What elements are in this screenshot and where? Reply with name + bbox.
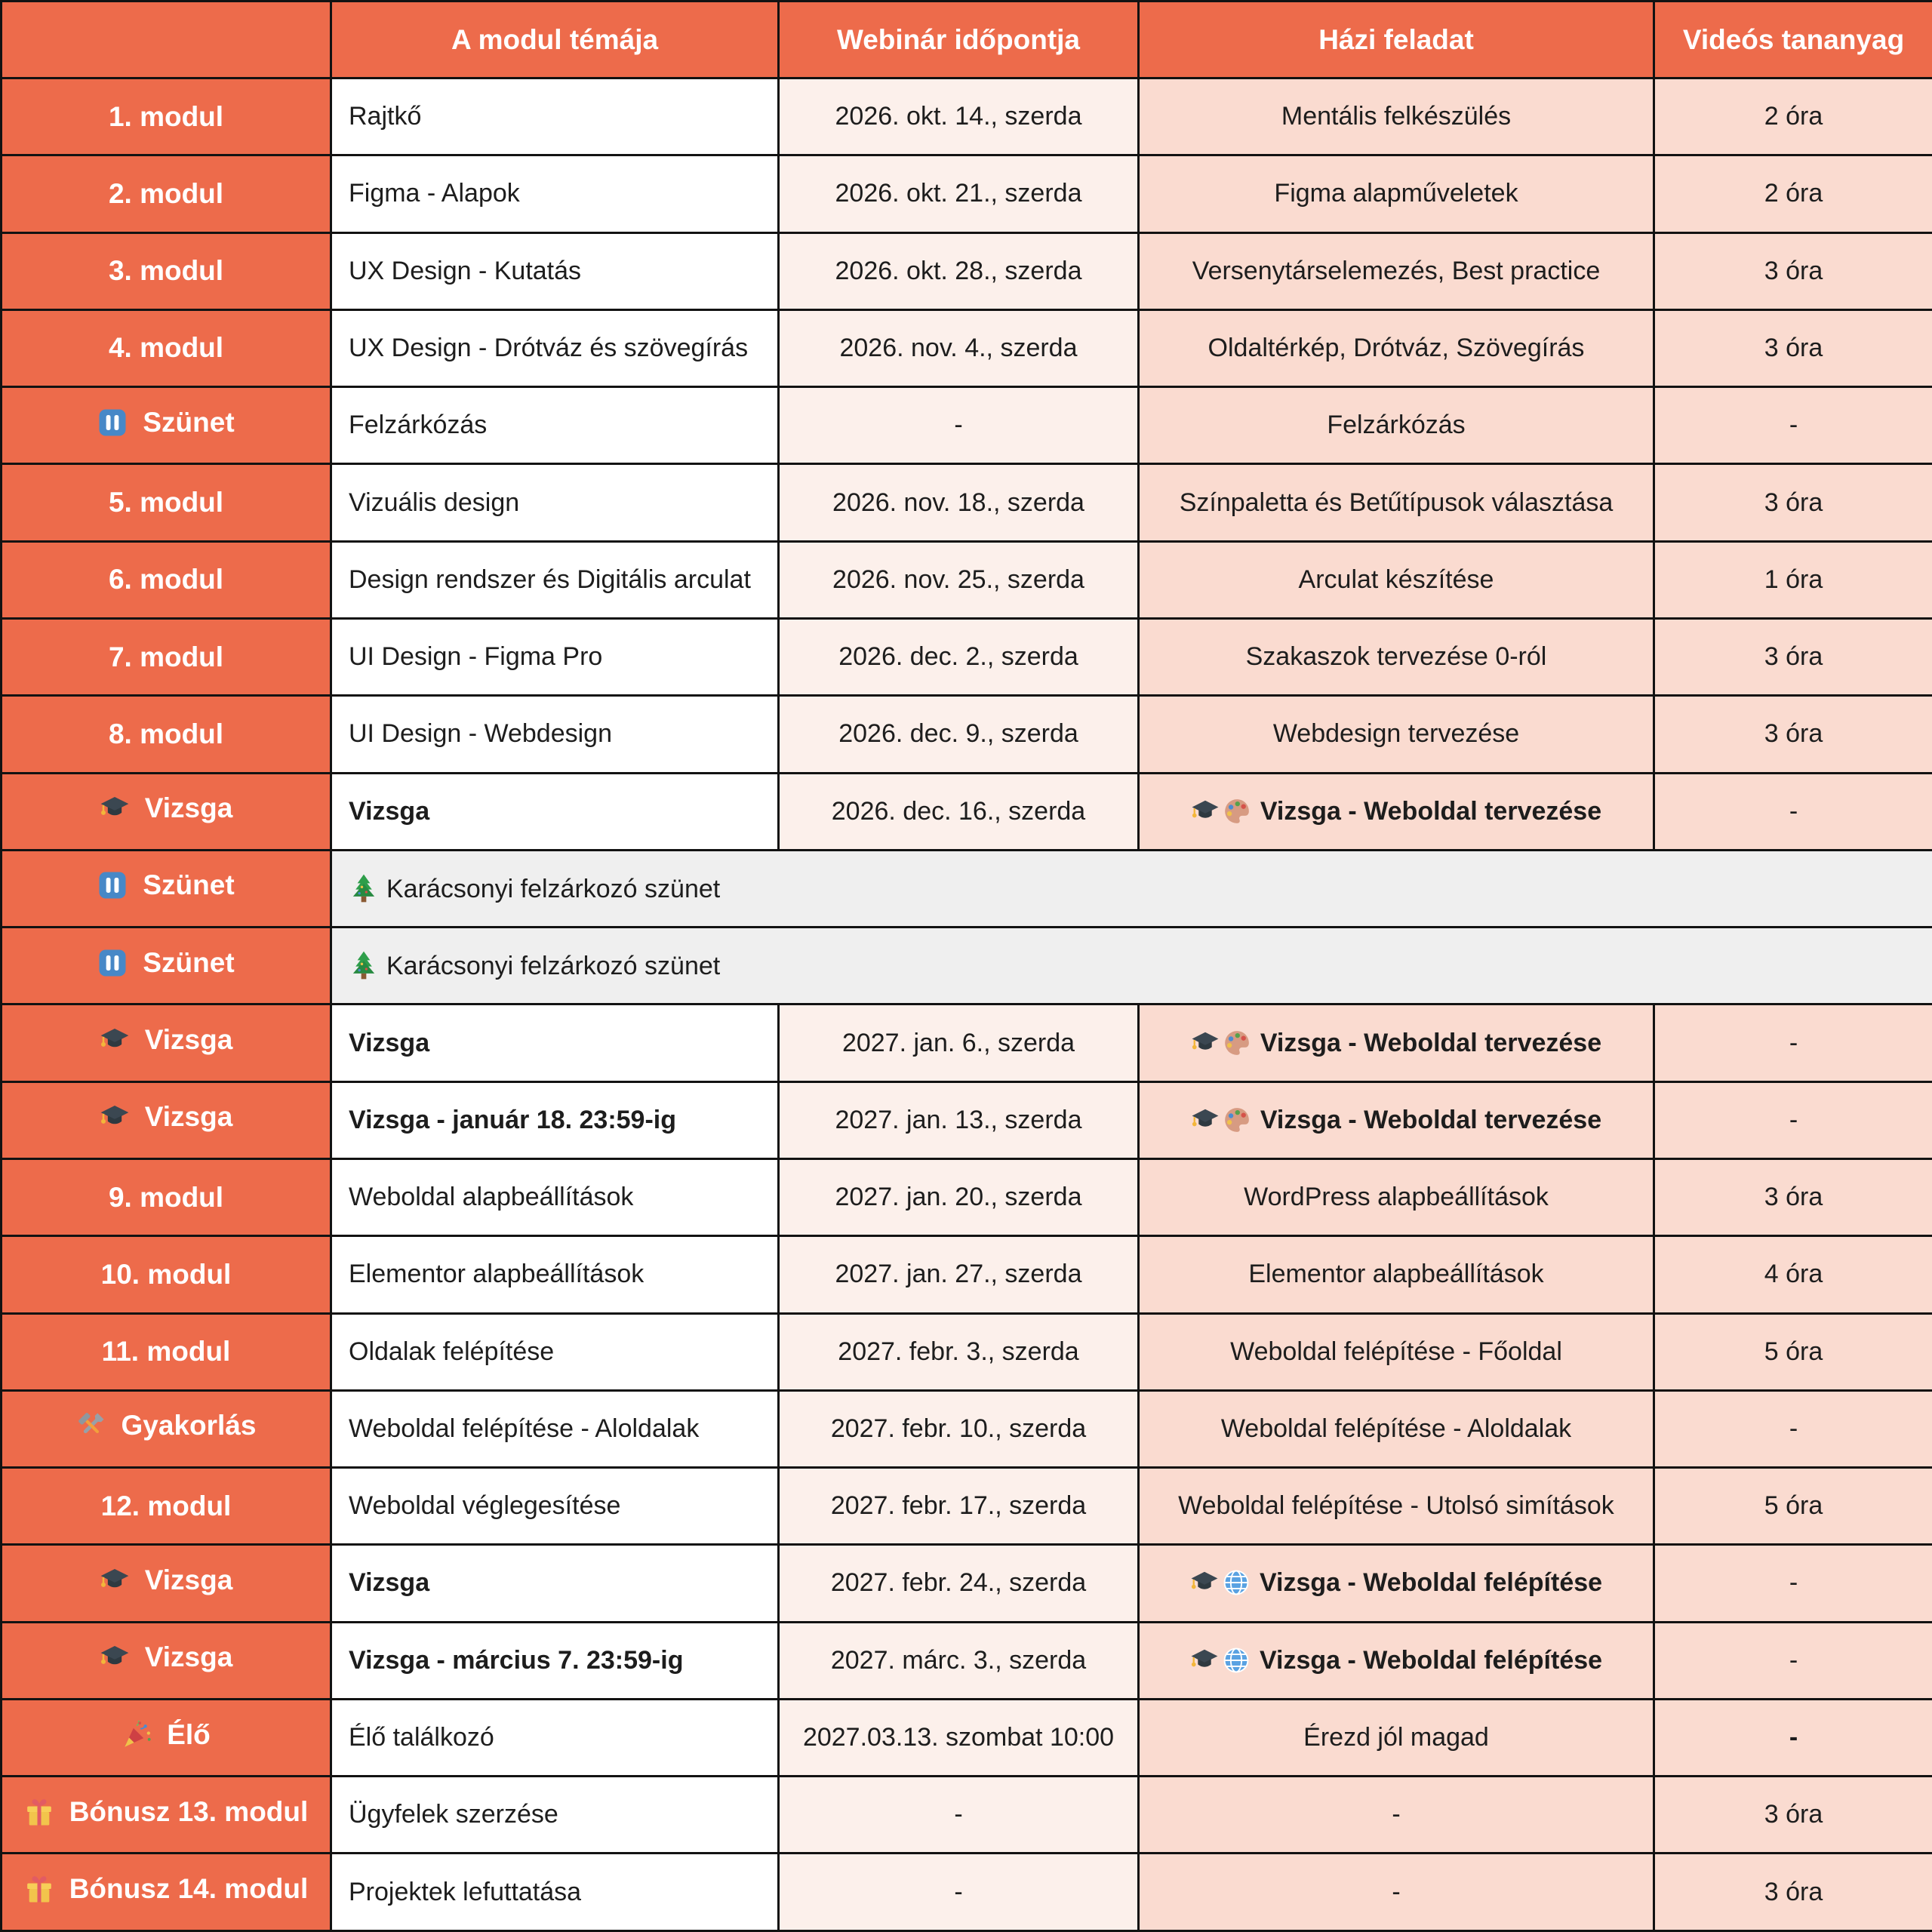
row-label: [2, 1622, 331, 1699]
date-cell: 2026. dec. 16., szerda: [779, 773, 1139, 850]
pause-icon: [97, 870, 128, 900]
row-label: [2, 464, 331, 541]
row-label-text: 10. modul: [100, 1258, 232, 1290]
topic-cell: Ügyfelek szerzése: [331, 1777, 779, 1854]
homework-cell: Webdesign tervezése: [1139, 696, 1654, 773]
topic-cell: Vizsga: [331, 773, 779, 850]
row-label-text: Vizsga: [144, 792, 233, 824]
date-cell: 2026. okt. 21., szerda: [779, 155, 1139, 232]
row-label: [2, 1236, 331, 1313]
date-cell: 2026. dec. 9., szerda: [779, 696, 1139, 773]
row-label: [2, 309, 331, 386]
graduation-cap-icon: [100, 1565, 130, 1595]
pause-icon: [97, 948, 128, 978]
table-row-break: [2, 928, 1932, 1004]
row-label: [2, 78, 331, 155]
homework-cell: -: [1139, 1854, 1654, 1931]
topic-cell: Vizsga: [331, 1545, 779, 1622]
date-cell: 2027. febr. 10., szerda: [779, 1390, 1139, 1467]
video-cell: 5 óra: [1654, 1468, 1932, 1545]
homework-cell: -: [1139, 1777, 1654, 1854]
table-row-break: [2, 850, 1932, 927]
break-text: Karácsonyi felzárkozó szünet: [386, 874, 721, 903]
row-label-text: Élő: [167, 1718, 211, 1750]
table-row: [2, 155, 1932, 232]
row-label-text: Szünet: [143, 946, 235, 978]
header-homework: Házi feladat: [1139, 2, 1654, 78]
homework-cell: Felzárkózás: [1139, 387, 1654, 464]
row-label: [2, 850, 331, 927]
row-label: [2, 155, 331, 232]
graduation-cap-icon: [1191, 797, 1220, 826]
date-cell: 2026. nov. 4., szerda: [779, 309, 1139, 386]
header-webinar-time: Webinár időpontja: [779, 2, 1139, 78]
table-row: [2, 464, 1932, 541]
topic-cell: Projektek lefuttatása: [331, 1854, 779, 1931]
table-row: [2, 309, 1932, 386]
row-label-text: Bónusz 14. modul: [69, 1873, 309, 1905]
topic-cell: Weboldal felépítése - Aloldalak: [331, 1390, 779, 1467]
topic-cell: Weboldal véglegesítése: [331, 1468, 779, 1545]
video-cell: -: [1654, 1081, 1932, 1158]
palette-icon: [1223, 1106, 1251, 1134]
table-row: [2, 1390, 1932, 1467]
table-row: [2, 1777, 1932, 1854]
table-row: [2, 1468, 1932, 1545]
row-label: [2, 541, 331, 618]
header-row: [2, 2, 1932, 78]
topic-cell: UX Design - Drótváz és szövegírás: [331, 309, 779, 386]
table-row: [2, 1854, 1932, 1931]
table-row: [2, 1313, 1932, 1390]
row-label: [2, 696, 331, 773]
table-row: [2, 1699, 1932, 1776]
row-label-text: 6. modul: [108, 564, 224, 595]
table-row: [2, 1545, 1932, 1622]
row-label: [2, 1313, 331, 1390]
homework-cell: Mentális felkészülés: [1139, 78, 1654, 155]
topic-cell: Weboldal alapbeállítások: [331, 1158, 779, 1235]
date-cell: -: [779, 1777, 1139, 1854]
date-cell: 2026. nov. 18., szerda: [779, 464, 1139, 541]
homework-cell: Szakaszok tervezése 0-ról: [1139, 618, 1654, 695]
date-cell: 2027. jan. 13., szerda: [779, 1081, 1139, 1158]
video-cell: -: [1654, 1545, 1932, 1622]
homework-cell: Weboldal felépítése - Aloldalak: [1139, 1390, 1654, 1467]
topic-cell: Rajtkő: [331, 78, 779, 155]
homework-cell: Versenytárselemezés, Best practice: [1139, 232, 1654, 309]
graduation-cap-icon: [1191, 1029, 1220, 1057]
homework-cell: Érezd jól magad: [1139, 1699, 1654, 1776]
homework-cell: Vizsga - Weboldal tervezése: [1139, 773, 1654, 850]
row-label-text: Vizsga: [144, 1641, 233, 1673]
globe-icon: [1222, 1568, 1251, 1597]
video-cell: 3 óra: [1654, 1777, 1932, 1854]
topic-cell: UX Design - Kutatás: [331, 232, 779, 309]
homework-cell: WordPress alapbeállítások: [1139, 1158, 1654, 1235]
row-label: [2, 928, 331, 1004]
row-label-text: 1. modul: [108, 100, 224, 132]
row-label: [2, 1081, 331, 1158]
row-label-text: Vizsga: [144, 1564, 233, 1595]
graduation-cap-icon: [100, 1102, 130, 1132]
date-cell: 2027. jan. 27., szerda: [779, 1236, 1139, 1313]
row-label: [2, 232, 331, 309]
topic-cell: UI Design - Webdesign: [331, 696, 779, 773]
topic-cell: Vizuális design: [331, 464, 779, 541]
header-module-topic: A modul témája: [331, 2, 779, 78]
row-label: [2, 1158, 331, 1235]
break-cell: [331, 850, 1932, 927]
date-cell: 2027. márc. 3., szerda: [779, 1622, 1139, 1699]
row-label: [2, 1468, 331, 1545]
gift-icon: [24, 1797, 54, 1827]
table-row: [2, 1081, 1932, 1158]
row-label: [2, 1777, 331, 1854]
table-row: [2, 387, 1932, 464]
homework-cell: Színpaletta és Betűtípusok választása: [1139, 464, 1654, 541]
row-label-text: Szünet: [143, 406, 235, 438]
date-cell: 2026. dec. 2., szerda: [779, 618, 1139, 695]
date-cell: 2026. nov. 25., szerda: [779, 541, 1139, 618]
video-cell: -: [1654, 1390, 1932, 1467]
table-row: [2, 541, 1932, 618]
date-cell: 2027. febr. 17., szerda: [779, 1468, 1139, 1545]
row-label-text: 2. modul: [108, 177, 224, 209]
date-cell: 2026. okt. 14., szerda: [779, 78, 1139, 155]
homework-cell: Figma alapműveletek: [1139, 155, 1654, 232]
video-cell: 2 óra: [1654, 155, 1932, 232]
topic-cell: Vizsga - március 7. 23:59-ig: [331, 1622, 779, 1699]
topic-cell: Vizsga: [331, 1004, 779, 1081]
video-cell: 3 óra: [1654, 1158, 1932, 1235]
row-label-text: 5. modul: [108, 487, 224, 518]
table-row: [2, 1236, 1932, 1313]
gift-icon: [24, 1874, 54, 1904]
homework-cell: Vizsga - Weboldal felépítése: [1139, 1545, 1654, 1622]
homework-cell: Arculat készítése: [1139, 541, 1654, 618]
date-cell: -: [779, 387, 1139, 464]
graduation-cap-icon: [1190, 1646, 1219, 1675]
graduation-cap-icon: [1190, 1568, 1219, 1597]
hammer-wrench-icon: [76, 1411, 106, 1441]
row-label-text: 12. modul: [100, 1490, 232, 1521]
table-row: [2, 696, 1932, 773]
homework-cell: Elementor alapbeállítások: [1139, 1236, 1654, 1313]
row-label-text: Vizsga: [144, 1101, 233, 1133]
palette-icon: [1223, 797, 1251, 826]
row-label: [2, 1004, 331, 1081]
video-cell: 1 óra: [1654, 541, 1932, 618]
row-label-text: Bónusz 13. modul: [69, 1795, 309, 1827]
date-cell: 2027. febr. 3., szerda: [779, 1313, 1139, 1390]
video-cell: 5 óra: [1654, 1313, 1932, 1390]
graduation-cap-icon: [100, 1025, 130, 1055]
graduation-cap-icon: [1191, 1106, 1220, 1134]
row-label-text: 8. modul: [108, 718, 224, 749]
row-label: [2, 387, 331, 464]
date-cell: 2027. febr. 24., szerda: [779, 1545, 1139, 1622]
header-video-material: Videós tananyag: [1654, 2, 1932, 78]
table-row: [2, 78, 1932, 155]
date-cell: 2026. okt. 28., szerda: [779, 232, 1139, 309]
video-cell: -: [1654, 387, 1932, 464]
video-cell: 3 óra: [1654, 1854, 1932, 1931]
date-cell: 2027. jan. 20., szerda: [779, 1158, 1139, 1235]
video-cell: 3 óra: [1654, 232, 1932, 309]
video-cell: 3 óra: [1654, 618, 1932, 695]
party-popper-icon: [122, 1720, 152, 1750]
video-cell: 2 óra: [1654, 78, 1932, 155]
table-row: [2, 773, 1932, 850]
video-cell: 3 óra: [1654, 309, 1932, 386]
break-cell: [331, 928, 1932, 1004]
christmas-tree-icon: [349, 873, 379, 903]
table-row: [2, 618, 1932, 695]
table-row: [2, 1004, 1932, 1081]
graduation-cap-icon: [100, 1642, 130, 1672]
date-cell: -: [779, 1854, 1139, 1931]
video-cell: 3 óra: [1654, 464, 1932, 541]
homework-cell: Vizsga - Weboldal tervezése: [1139, 1004, 1654, 1081]
video-cell: -: [1654, 1004, 1932, 1081]
row-label: [2, 1699, 331, 1776]
row-label-text: 3. modul: [108, 255, 224, 287]
video-cell: 4 óra: [1654, 1236, 1932, 1313]
christmas-tree-icon: [349, 950, 379, 980]
topic-cell: Felzárkózás: [331, 387, 779, 464]
row-label: [2, 1545, 331, 1622]
globe-icon: [1222, 1646, 1251, 1675]
row-label-text: Szünet: [143, 869, 235, 901]
topic-cell: Élő találkozó: [331, 1699, 779, 1776]
video-cell: 3 óra: [1654, 696, 1932, 773]
row-label: [2, 618, 331, 695]
topic-cell: Elementor alapbeállítások: [331, 1236, 779, 1313]
row-label-text: 11. modul: [101, 1336, 231, 1367]
row-label: [2, 1390, 331, 1467]
topic-cell: Design rendszer és Digitális arculat: [331, 541, 779, 618]
table-row: [2, 1158, 1932, 1235]
row-label: [2, 773, 331, 850]
row-label: [2, 1854, 331, 1931]
date-cell: 2027. jan. 6., szerda: [779, 1004, 1139, 1081]
homework-cell: Weboldal felépítése - Főoldal: [1139, 1313, 1654, 1390]
video-cell: -: [1654, 1622, 1932, 1699]
homework-cell: Vizsga - Weboldal tervezése: [1139, 1081, 1654, 1158]
row-label-text: Gyakorlás: [121, 1410, 257, 1441]
table-row: [2, 1622, 1932, 1699]
graduation-cap-icon: [100, 793, 130, 823]
homework-cell: Oldaltérkép, Drótváz, Szövegírás: [1139, 309, 1654, 386]
date-cell: 2027.03.13. szombat 10:00: [779, 1699, 1139, 1776]
row-label-text: 9. modul: [108, 1181, 224, 1213]
header-empty: [2, 2, 331, 78]
pause-icon: [97, 408, 128, 438]
break-text: Karácsonyi felzárkozó szünet: [386, 952, 721, 981]
row-label-text: 7. modul: [108, 641, 224, 672]
row-label-text: Vizsga: [144, 1024, 233, 1056]
topic-cell: UI Design - Figma Pro: [331, 618, 779, 695]
video-cell: -: [1654, 773, 1932, 850]
homework-cell: Vizsga - Weboldal felépítése: [1139, 1622, 1654, 1699]
row-label-text: 4. modul: [108, 332, 224, 364]
table-row: [2, 232, 1932, 309]
topic-cell: Oldalak felépítése: [331, 1313, 779, 1390]
palette-icon: [1223, 1029, 1251, 1057]
topic-cell: Vizsga - január 18. 23:59-ig: [331, 1081, 779, 1158]
topic-cell: Figma - Alapok: [331, 155, 779, 232]
homework-cell: Weboldal felépítése - Utolsó simítások: [1139, 1468, 1654, 1545]
video-cell: -: [1654, 1699, 1932, 1776]
